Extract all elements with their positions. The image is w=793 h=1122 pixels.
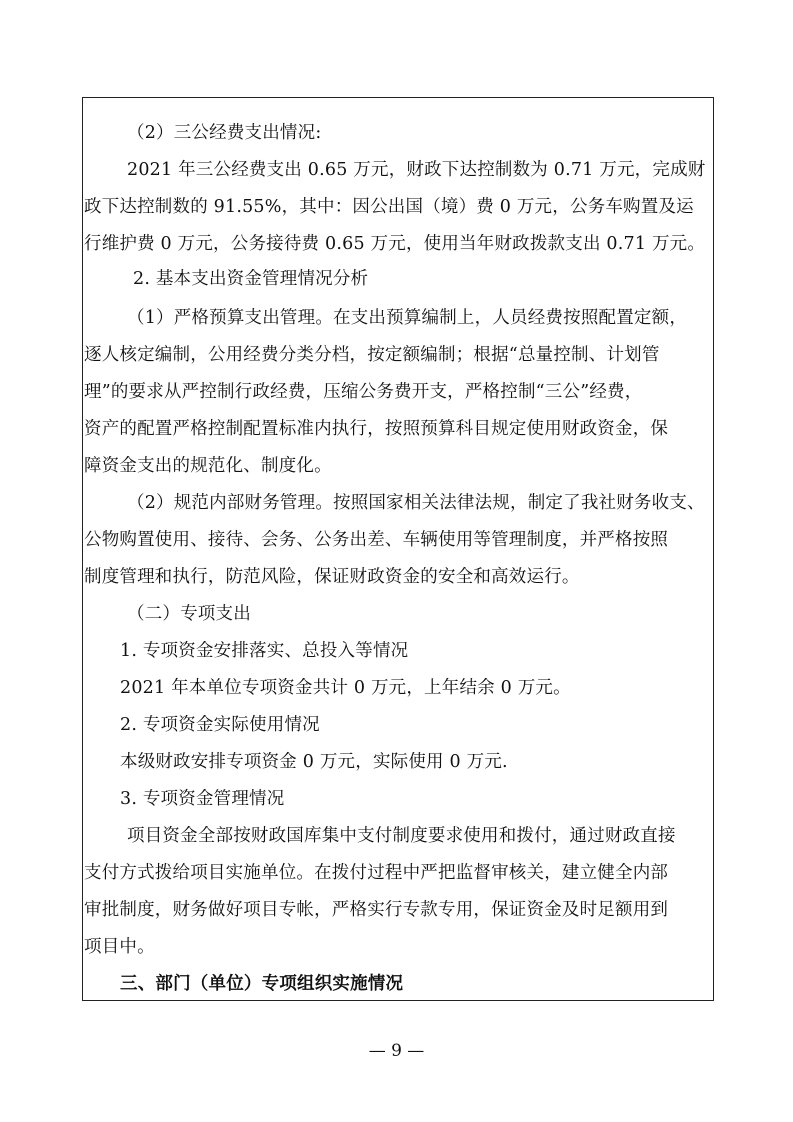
sub-heading-special-funds-usage: 2. 专项资金实际使用情况 (120, 715, 320, 735)
paragraph-line: 逐人核定编制，公用经费分类分档，按定额编制；根据“总量控制、计划管 (84, 345, 660, 365)
paragraph-line: 2021 年本单位专项资金共计 0 万元，上年结余 0 万元。 (120, 678, 571, 698)
paragraph-line: 支付方式拨给项目实施单位。在拨付过程中严把监督审核关，建立健全内部 (84, 863, 669, 883)
paragraph-line: 政下达控制数的 91.55%，其中：因公出国（境）费 0 万元，公务车购置及运 (84, 197, 694, 217)
paragraph-line: （1）严格预算支出管理。在支出预算编制上，人员经费按照配置定额， (127, 308, 688, 328)
paragraph-line: 审批制度，财务做好项目专帐，严格实行专款专用，保证资金及时足额用到 (84, 900, 669, 920)
paragraph-line: （2）规范内部财务管理。按照国家相关法律法规，制定了我社财务收支、 (127, 493, 705, 513)
sub-heading-three-public-expenses: （2）三公经费支出情况: (127, 123, 322, 143)
section-heading: 三、部门（单位）专项组织实施情况 (120, 974, 404, 994)
paragraph-line: 制度管理和执行，防范风险，保证财政资金的安全和高效运行。 (84, 567, 580, 587)
sub-heading-special-expenditure: （二）专项支出 (127, 604, 251, 624)
paragraph-line: 理”的要求从严控制行政经费，压缩公务费开支，严格控制“三公”经费， (84, 382, 643, 402)
paragraph-line: 项目资金全部按财政国库集中支付制度要求使用和拨付，通过财政直接 (127, 826, 676, 846)
sub-heading-special-funds-arrangement: 1. 专项资金安排落实、总投入等情况 (120, 641, 409, 661)
paragraph-line: 障资金支出的规范化、制度化。 (84, 456, 332, 476)
paragraph-line: 2021 年三公经费支出 0.65 万元，财政下达控制数为 0.71 万元，完成财 (127, 160, 706, 180)
paragraph-line: 本级财政安排专项资金 0 万元，实际使用 0 万元. (120, 752, 508, 772)
paragraph-line: 行维护费 0 万元，公务接待费 0.65 万元，使用当年财政拨款支出 0.71 万元。 (84, 234, 706, 254)
paragraph-line: 项目中。 (84, 937, 155, 957)
paragraph-line: 公物购置使用、接待、会务、公务出差、车辆使用等管理制度，并严格按照 (84, 530, 669, 550)
page-number: — 9 — (368, 1041, 425, 1061)
sub-heading-basic-expenditure-analysis: 2. 基本支出资金管理情况分析 (133, 269, 369, 289)
sub-heading-special-funds-management: 3. 专项资金管理情况 (120, 789, 285, 809)
paragraph-line: 资产的配置严格控制配置标准内执行，按照预算科目规定使用财政资金，保 (84, 419, 669, 439)
